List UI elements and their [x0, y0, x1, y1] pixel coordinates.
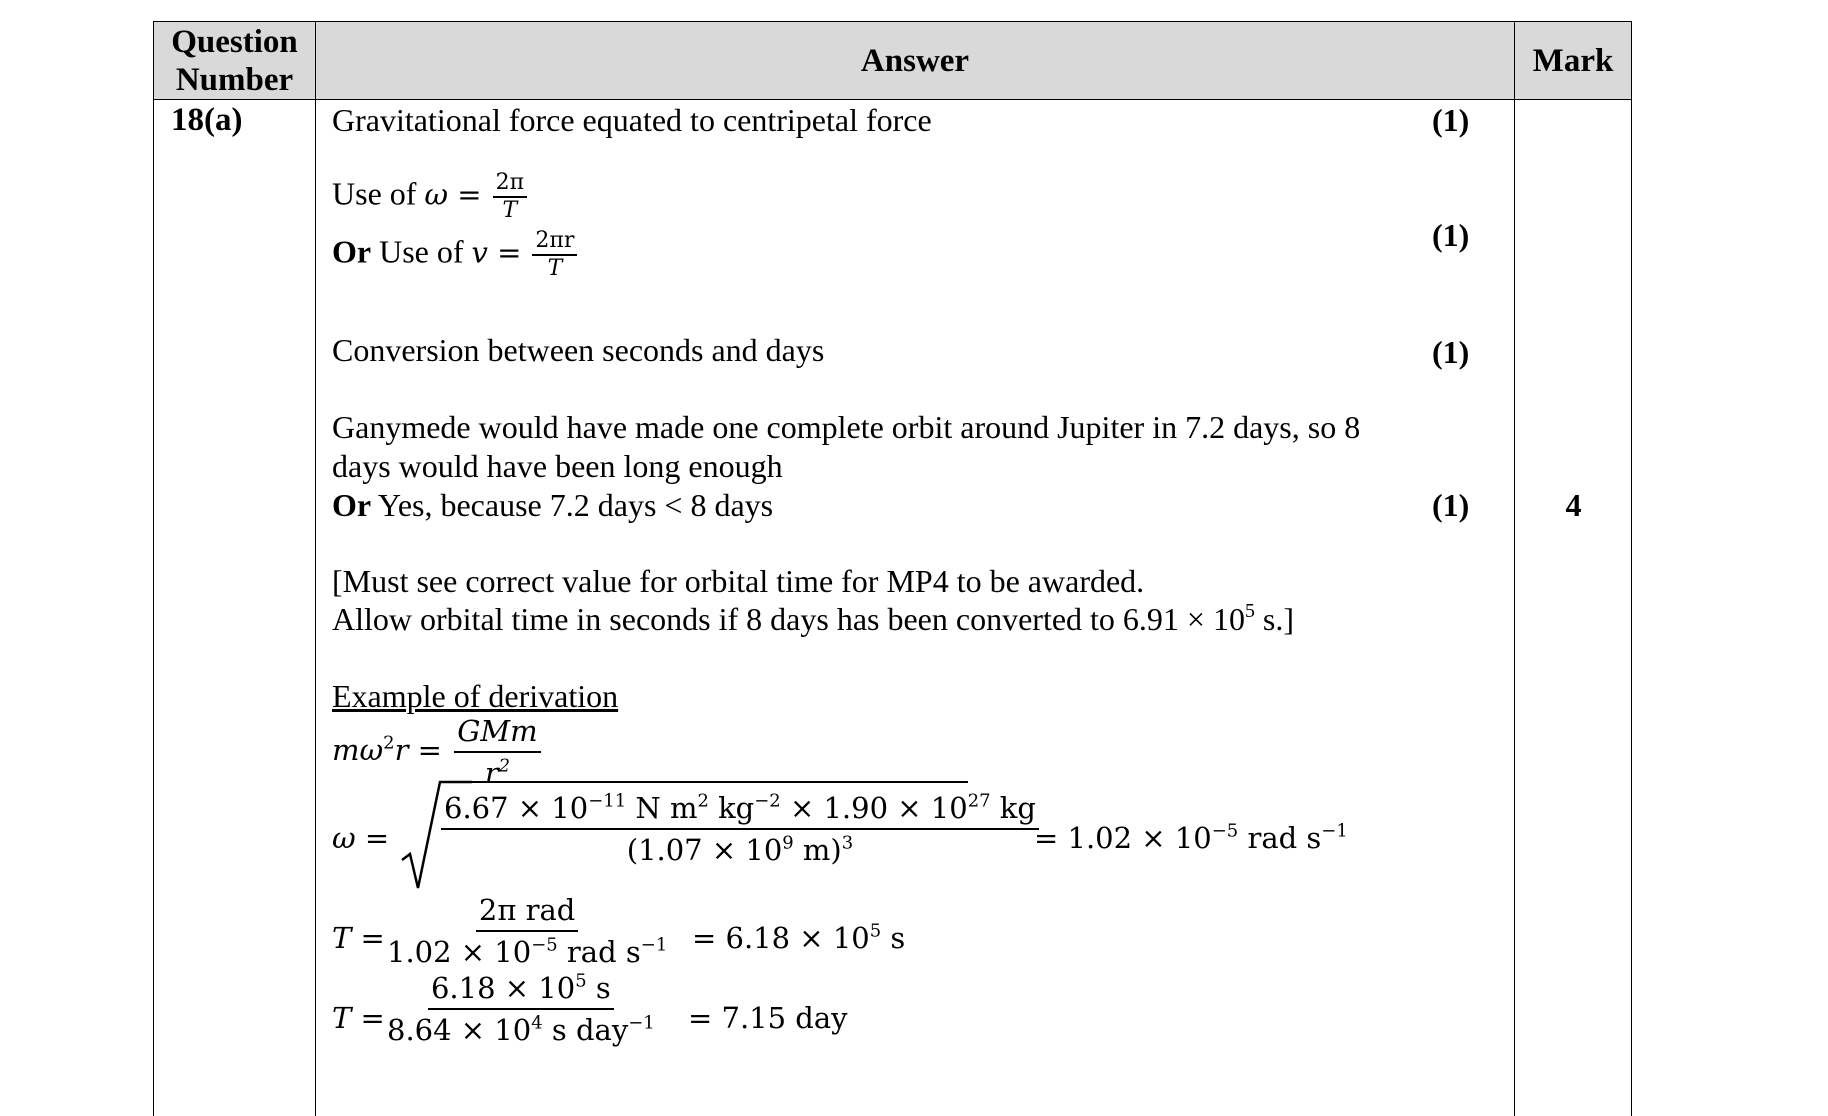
mark-scheme-table: [153, 21, 1632, 1116]
marking-point-1: Gravitational force equated to centripetal force: [332, 102, 932, 138]
derivation-equation-3-result: = $6.18 \times 10^5$ s: [692, 920, 906, 955]
marking-point-2-omega: Use of ω = $\frac{2\pi}{T}$: [332, 170, 530, 224]
examiner-note-line-1: [Must see correct value for orbital time for MP4 to be awarded.: [332, 563, 1145, 599]
derivation-equation-4-result: = 7.15 day: [688, 1001, 848, 1035]
question-number: 18(a): [171, 102, 243, 138]
question-number-cell: [154, 100, 316, 1116]
mark-2: (1): [1432, 217, 1470, 253]
mark-4: (1): [1432, 487, 1470, 523]
derivation-equation-4-fraction: $\frac{6.18 \times 10^5 s}{8.64 \times 10^4 s day^{-1}}$: [384, 968, 658, 1050]
derivation-equation-2-lhs: ω =: [332, 821, 390, 855]
marking-point-2-velocity: Or Use of v = $\frac{2\pi r}{T}$: [332, 228, 580, 282]
answer-cell: [316, 100, 1515, 1116]
derivation-equation-4-lhs: T =: [332, 1001, 385, 1035]
mark-1: (1): [1432, 102, 1470, 138]
derivation-equation-1: $m\omega^2r$ = $\frac{\text{GMm}}{r^2}$: [332, 711, 544, 793]
derivation-equation-3-lhs: T =: [332, 921, 385, 955]
marking-point-4-line-3: Or Yes, because 7.2 days < 8 days: [332, 487, 774, 523]
header-row: [154, 22, 1632, 100]
marking-point-3: Conversion between seconds and days: [332, 332, 825, 368]
velocity-fraction: $\frac{2\pi r}{T}$: [532, 228, 577, 282]
derivation-equation-2-fraction: $\frac{6.67 \times 10^{-11} N m^2 kg^{-2} \times 1.90 \times 10^{27} kg}{(1.07 \times 10^9 m)^3}$: [441, 788, 1039, 870]
mark-header: Mark: [1515, 22, 1632, 100]
question-number-header: Question Number: [154, 22, 316, 100]
examiner-note-line-2: Allow orbital time in seconds if 8 days has been converted to $6.91 \times 10^5$ s.]: [332, 600, 1294, 637]
derivation-heading: Example of derivation: [332, 678, 619, 714]
derivation-equation-3-fraction: $\frac{\text{2π rad}}{1.02 \times 10^{-5} rad s^{-1}}$: [384, 890, 670, 972]
total-mark: 4: [1565, 487, 1582, 523]
marking-point-4-line-2: days would have been long enough: [332, 448, 783, 484]
derivation-equation-2-result: = $1.02 \times 10^{-5}$ rad $s^{-1}$: [1034, 820, 1348, 855]
answer-row: [154, 100, 1632, 1116]
mark-3: (1): [1432, 334, 1470, 370]
mark-cell: [1515, 100, 1632, 1116]
marking-point-4-line-1: Ganymede would have made one complete orbit around Jupiter in 7.2 days, so 8: [332, 409, 1361, 445]
omega-fraction: $\frac{2\pi}{T}$: [493, 170, 527, 224]
answer-header: Answer: [316, 22, 1515, 100]
